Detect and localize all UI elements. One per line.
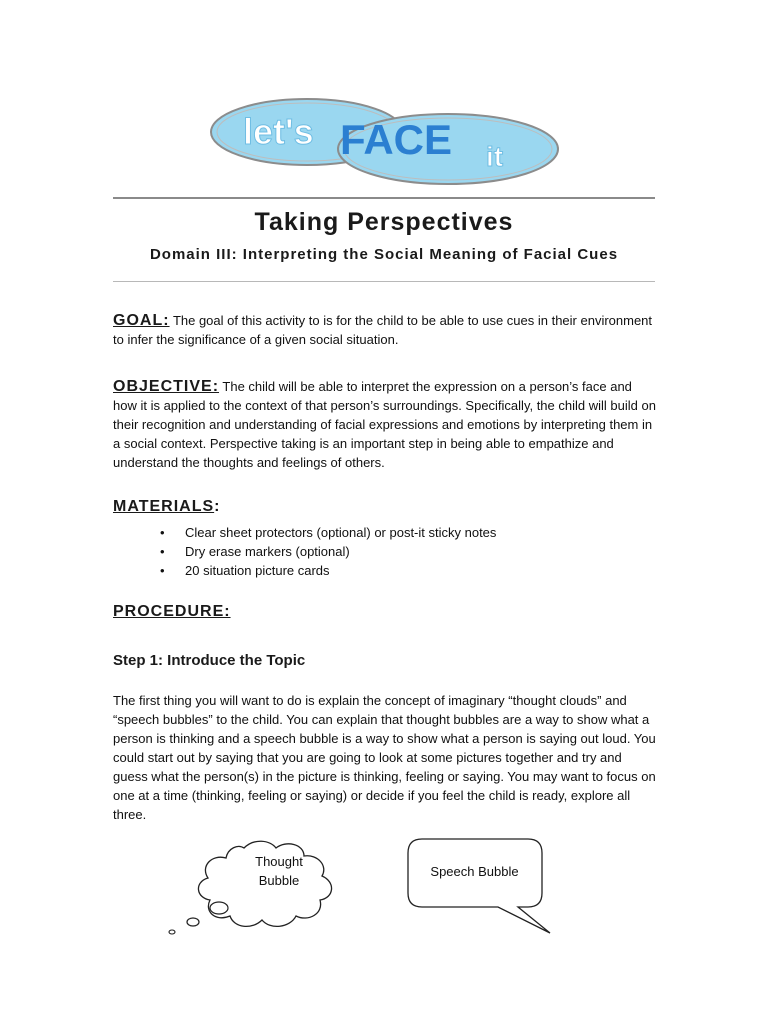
page-title: Taking Perspectives <box>254 208 514 236</box>
top-divider <box>113 197 655 199</box>
page-subtitle: Domain III: Interpreting the Social Meaning of Facial Cues <box>149 246 619 263</box>
step1-text: The first thing you will want to do is explain the concept of imaginary “thought clouds” and “speech bubbles” to the child. You can explain that thought bubbles are a way to show what a person is thinking and a speech bubble is a way to show what a person is saying out loud. You could start out by saying that you are going to look at some pictures together and try and guess what the person(s) in the picture is thinking, feeling or saying. You may want to focus on one at a time (thinking, feeling or saying) or decide if you feel the child is ready, explore all three. <box>113 693 656 822</box>
thought-bubble-line1: Thought <box>255 854 303 869</box>
materials-heading <box>113 498 220 516</box>
list-item: • Clear sheet protectors (optional) or post-it sticky notes <box>160 523 496 542</box>
thought-bubble-label <box>238 852 320 890</box>
thought-bubble-line2: Bubble <box>258 873 300 888</box>
objective-label: OBJECTIVE: <box>113 378 220 395</box>
materials-colon: : <box>214 498 221 515</box>
materials-label: MATERIALS <box>113 498 215 515</box>
header-divider <box>113 281 655 282</box>
objective-text: The child will be able to interpret the expression on a person’s face and how it is applied to the context of that person’s surroundings. Specifically, the child will build on their recognition and understanding of facial expressions and emotions by interpreting them in a social context. Perspective taking is an important step in being able to empathize and understand the thoughts and feelings of others. <box>113 379 656 470</box>
logo-text-it: it <box>486 141 504 172</box>
step1-heading: Step 1: Introduce the Topic <box>113 652 306 669</box>
procedure-label: PROCEDURE: <box>113 603 231 620</box>
materials-list <box>160 523 496 580</box>
speech-bubble-icon <box>400 835 560 940</box>
objective-section <box>113 377 658 472</box>
logo-text-face: FACE <box>340 116 453 163</box>
goal-text: The goal of this activity to is for the child to be able to use cues in their environment to infer the significance of a given social situation. <box>113 313 653 347</box>
list-item: • Dry erase markers (optional) <box>160 542 496 561</box>
speech-bubble-label: Speech Bubble <box>430 864 519 879</box>
goal-section <box>113 311 658 349</box>
lets-face-it-logo <box>205 94 565 190</box>
procedure-heading <box>113 603 231 621</box>
goal-label: GOAL: <box>113 312 170 329</box>
list-item: • 20 situation picture cards <box>160 561 496 580</box>
logo-text-lets: let's <box>243 111 314 152</box>
